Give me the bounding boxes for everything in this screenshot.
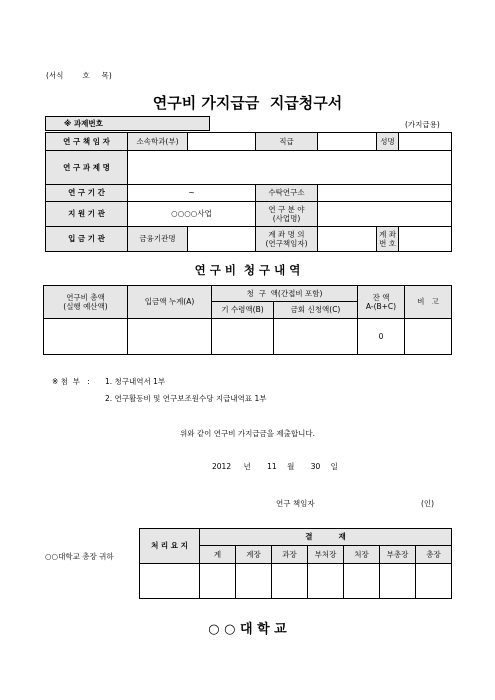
- approval-sign-box[interactable]: [344, 564, 380, 599]
- remarks-field[interactable]: [405, 319, 452, 355]
- approval-table: [139, 528, 452, 599]
- info-table: [45, 132, 452, 252]
- date-day-unit: 일: [330, 462, 338, 471]
- received-field[interactable]: [212, 319, 274, 355]
- date-month: 11: [267, 462, 277, 471]
- approval-sign-box[interactable]: [272, 564, 308, 599]
- date-day: 30: [310, 462, 321, 471]
- current-field[interactable]: [274, 319, 358, 355]
- dept-label: 소속학과(부): [128, 133, 188, 151]
- submission-statement: 위와 같이 연구비 가지급금을 제출합니다.: [179, 429, 316, 438]
- bank-field[interactable]: [188, 227, 256, 252]
- dept-field[interactable]: [188, 133, 256, 151]
- position-label: 직급: [256, 133, 318, 151]
- cumulative-label: 입금액 누계(A): [128, 286, 212, 319]
- processing-field[interactable]: [140, 564, 200, 599]
- name-label: 성명: [377, 133, 399, 151]
- funding-field[interactable]: ○○○○사업: [128, 202, 256, 227]
- period-label: 연 구 기 간: [46, 185, 128, 202]
- signature-label: 연구 책임자: [276, 499, 315, 508]
- period-field[interactable]: ~: [128, 185, 256, 202]
- claim-header: 청 구 액(간접비 포함): [212, 286, 358, 302]
- addressee: ○○대학교 총장 귀하: [45, 552, 114, 561]
- account-label: 계 좌 번 호: [377, 227, 399, 252]
- approval-sign-box[interactable]: [416, 564, 452, 599]
- total-budget-field[interactable]: [44, 319, 128, 355]
- field-label: 연 구 분 야 (사업명): [256, 202, 318, 227]
- project-name-label: 연 구 과 제 명: [46, 151, 128, 185]
- funding-label: 지 원 기 관: [46, 202, 128, 227]
- role-label: 계장: [236, 546, 272, 564]
- deposit-label: 입 금 기 관: [46, 227, 128, 252]
- attachment-item-1: 1. 청구내역서 1부: [105, 377, 166, 386]
- project-name-field[interactable]: [128, 151, 452, 185]
- role-label: 과장: [272, 546, 308, 564]
- attachment-item-2: 2. 연구활동비 및 연구보조원수당 지급내역표 1부: [105, 394, 267, 403]
- balance-field[interactable]: 0: [358, 319, 405, 355]
- approval-sign-box[interactable]: [200, 564, 236, 599]
- total-budget-label: 연구비 총액 (실행 예산액): [44, 286, 128, 319]
- form-number-label: (서식 호 목): [46, 71, 112, 80]
- cumulative-field[interactable]: [128, 319, 212, 355]
- approval-sign-box[interactable]: [308, 564, 344, 599]
- approval-sign-box[interactable]: [380, 564, 416, 599]
- document-title: 연구비 가지급금 지급청구서: [152, 94, 343, 112]
- date-year: 2012: [212, 462, 232, 471]
- entrusted-label: 수탁연구소: [256, 185, 318, 202]
- bank-label: 금융기관명: [128, 227, 188, 252]
- date-month-unit: 월: [287, 462, 295, 471]
- role-label: 부처장: [308, 546, 344, 564]
- processing-label: 처 리 요 지: [140, 529, 200, 564]
- project-number-label: ※ 과제번호: [45, 116, 210, 131]
- claim-table: [43, 285, 452, 355]
- received-label: 기 수령액(B): [212, 302, 274, 319]
- position-field[interactable]: [318, 133, 377, 151]
- role-label: 총장: [416, 546, 452, 564]
- date-line: [212, 461, 338, 472]
- date-year-unit: 년: [243, 462, 251, 471]
- approval-header: 결 재: [200, 529, 452, 546]
- approval-sign-box[interactable]: [236, 564, 272, 599]
- role-label: 처장: [344, 546, 380, 564]
- university-footer: ○ ○ 대 학 교: [208, 622, 287, 637]
- entrusted-field[interactable]: [318, 185, 452, 202]
- signature-seal: (인): [421, 499, 435, 508]
- holder-field[interactable]: [318, 227, 377, 252]
- balance-label: 잔 액 A-(B+C): [358, 286, 405, 319]
- role-label: 계: [200, 546, 236, 564]
- account-field[interactable]: [399, 227, 452, 252]
- researcher-label: 연 구 책 임 자: [46, 133, 128, 151]
- attachments-label: ※ 첨 부 :: [52, 377, 90, 386]
- current-label: 금회 신청액(C): [274, 302, 358, 319]
- role-label: 부총장: [380, 546, 416, 564]
- remarks-label: 비 고: [405, 286, 452, 319]
- field-field[interactable]: [318, 202, 452, 227]
- name-field[interactable]: [399, 133, 452, 151]
- category-note: (가지급용): [405, 120, 440, 129]
- holder-label: 계 좌 명 의 (연구책임자): [256, 227, 318, 252]
- section-title: 연 구 비 청 구 내 역: [194, 263, 301, 277]
